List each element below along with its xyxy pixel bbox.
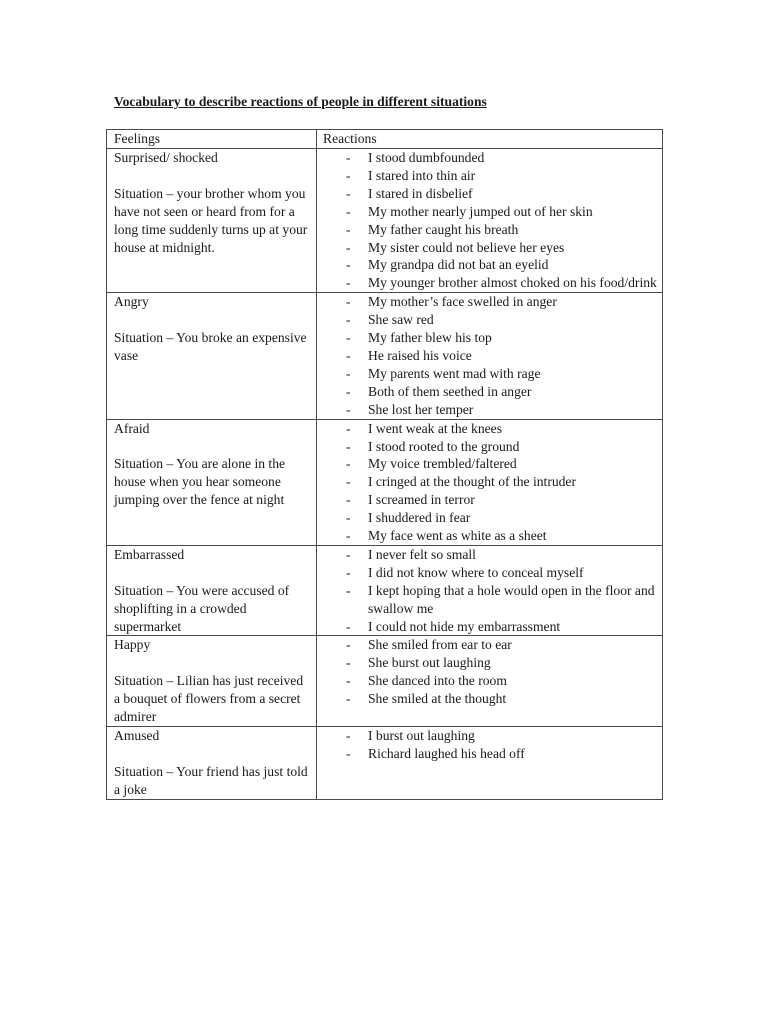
reaction-item: - My voice trembled/faltered [368,455,658,473]
reaction-item: - I never felt so small [368,546,658,564]
reaction-item: - I shuddered in fear [368,509,658,527]
reaction-item: - I stood rooted to the ground [368,438,658,456]
table-row [107,293,663,419]
feeling-cell [107,545,317,636]
reaction-item: - My face went as white as a sheet [368,527,658,545]
feeling-cell [107,419,317,545]
reactions-list [323,636,658,708]
reaction-item: - Richard laughed his head off [368,745,658,763]
reaction-item: - She burst out laughing [368,654,658,672]
table-row [107,149,663,293]
reaction-item: - I did not know where to conceal myself [368,564,658,582]
feeling-name: Angry [114,294,149,310]
reactions-cell [317,149,663,293]
reactions-cell [317,419,663,545]
situation-text: Situation – Your friend has just told a joke [114,763,308,797]
reaction-item: - He raised his voice [368,347,658,365]
table-body [107,130,663,800]
reaction-item: - I screamed in terror [368,491,658,509]
reaction-item: - I kept hoping that a hole would open in the floor and swallow me [368,582,658,618]
reaction-item: - She smiled from ear to ear [368,636,658,654]
reaction-item: - My sister could not believe her eyes [368,239,658,257]
reaction-item: - She saw red [368,311,658,329]
reactions-list [323,546,658,636]
feeling-cell [107,149,317,293]
situation-text: Situation – You were accused of shoplifting in a crowded supermarket [114,582,290,634]
feeling-name: Embarrassed [114,546,185,562]
reactions-cell [317,293,663,419]
table-row [107,636,663,727]
vocabulary-table [106,129,663,800]
reaction-item: - I stood dumbfounded [368,149,658,167]
situation-text: Situation – You are alone in the house when you hear someone jumping over the fence at night [114,456,286,508]
reaction-item: - My parents went mad with rage [368,365,658,383]
feeling-cell [107,293,317,419]
feeling-name: Happy [114,637,151,653]
table-header-row [107,130,663,149]
reaction-item: - She lost her temper [368,401,658,419]
reactions-list [323,149,658,292]
reaction-item: - I stared into thin air [368,167,658,185]
reaction-item: - Both of them seethed in anger [368,383,658,401]
situation-text: Situation – your brother whom you have not seen or heard from for a long time suddenly turns up at your house at midnight. [114,185,308,255]
feeling-name: Afraid [114,420,150,436]
situation-text: Situation – Lilian has just received a bouquet of flowers from a secret admirer [114,673,304,725]
situation-text: Situation – You broke an expensive vase [114,330,307,363]
reactions-cell [317,545,663,636]
reactions-list [323,293,658,418]
table-row [107,545,663,636]
feeling-cell [107,726,317,799]
reaction-item: - I burst out laughing [368,727,658,745]
header-reactions: Reactions [317,130,663,149]
feeling-name: Surprised/ shocked [114,150,218,165]
reactions-cell [317,726,663,799]
table-row [107,726,663,799]
page-title: Vocabulary to describe reactions of people in different situations [114,94,487,109]
reaction-item: - My mother’s face swelled in anger [368,293,658,311]
reaction-item: - My mother nearly jumped out of her skin [368,203,658,221]
reaction-item: - She smiled at the thought [368,690,658,708]
reaction-item: - My grandpa did not bat an eyelid [368,256,658,274]
reaction-item: - My father caught his breath [368,221,658,239]
header-feelings: Feelings [107,130,317,149]
table-row [107,419,663,545]
reactions-cell [317,636,663,727]
reaction-item: - My father blew his top [368,329,658,347]
reactions-list [323,420,658,545]
reaction-item: - She danced into the room [368,672,658,690]
reaction-item: - I cringed at the thought of the intruder [368,473,658,491]
reaction-item: - I could not hide my embarrassment [368,618,658,636]
reaction-item: - I stared in disbelief [368,185,658,203]
reaction-item: - I went weak at the knees [368,420,658,438]
feeling-cell [107,636,317,727]
reaction-item: - My younger brother almost choked on his food/drink [368,274,658,292]
feeling-name: Amused [114,727,160,743]
reactions-list [323,727,658,763]
